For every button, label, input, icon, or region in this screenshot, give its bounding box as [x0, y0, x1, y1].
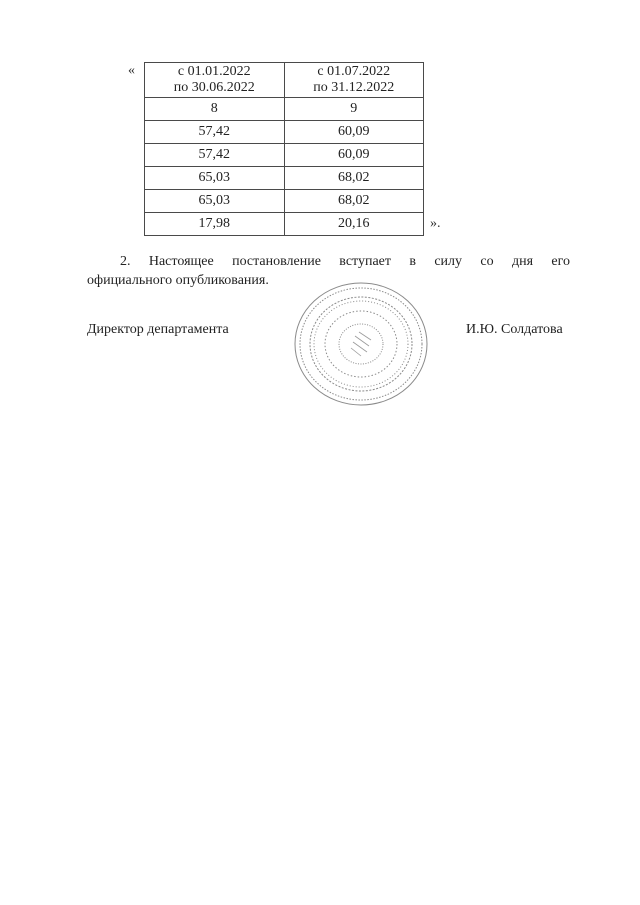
table-cell: 60,09: [284, 144, 424, 167]
signatory-position: Директор департамента: [87, 322, 229, 337]
table-row: [145, 213, 424, 236]
table-cell: 68,02: [284, 167, 424, 190]
signatory-name: И.Ю. Солдатова: [466, 322, 563, 337]
paragraph-line: 2. Настоящее постановление вступает в силу со дня его: [120, 254, 570, 269]
table-cell: 60,09: [284, 121, 424, 144]
table-cell: 20,16: [284, 213, 424, 236]
header-date-to: по 30.06.2022: [173, 80, 255, 95]
table-row: [145, 167, 424, 190]
header-date-from: с 01.01.2022: [177, 64, 251, 79]
table-cell: 68,02: [284, 190, 424, 213]
table-row: [145, 121, 424, 144]
table-header-row: [145, 63, 424, 98]
table-header-cell: [284, 63, 424, 98]
opening-quote-mark: «: [128, 63, 135, 78]
paragraph-line: официального опубликования.: [87, 273, 269, 288]
table-cell: 8: [145, 98, 285, 121]
header-date-to: по 31.12.2022: [313, 80, 395, 95]
table-cell: 65,03: [145, 190, 285, 213]
table-cell: 57,42: [145, 121, 285, 144]
official-seal-stamp: [287, 278, 435, 410]
table-cell: 65,03: [145, 167, 285, 190]
table-row: [145, 98, 424, 121]
table-cell: 17,98: [145, 213, 285, 236]
header-date-from: с 01.07.2022: [317, 64, 391, 79]
table-cell: 9: [284, 98, 424, 121]
tariff-table: [144, 62, 424, 236]
table-row: [145, 144, 424, 167]
closing-quote-mark: ».: [430, 216, 441, 231]
table-row: [145, 190, 424, 213]
table-header-cell: [145, 63, 285, 98]
table-cell: 57,42: [145, 144, 285, 167]
